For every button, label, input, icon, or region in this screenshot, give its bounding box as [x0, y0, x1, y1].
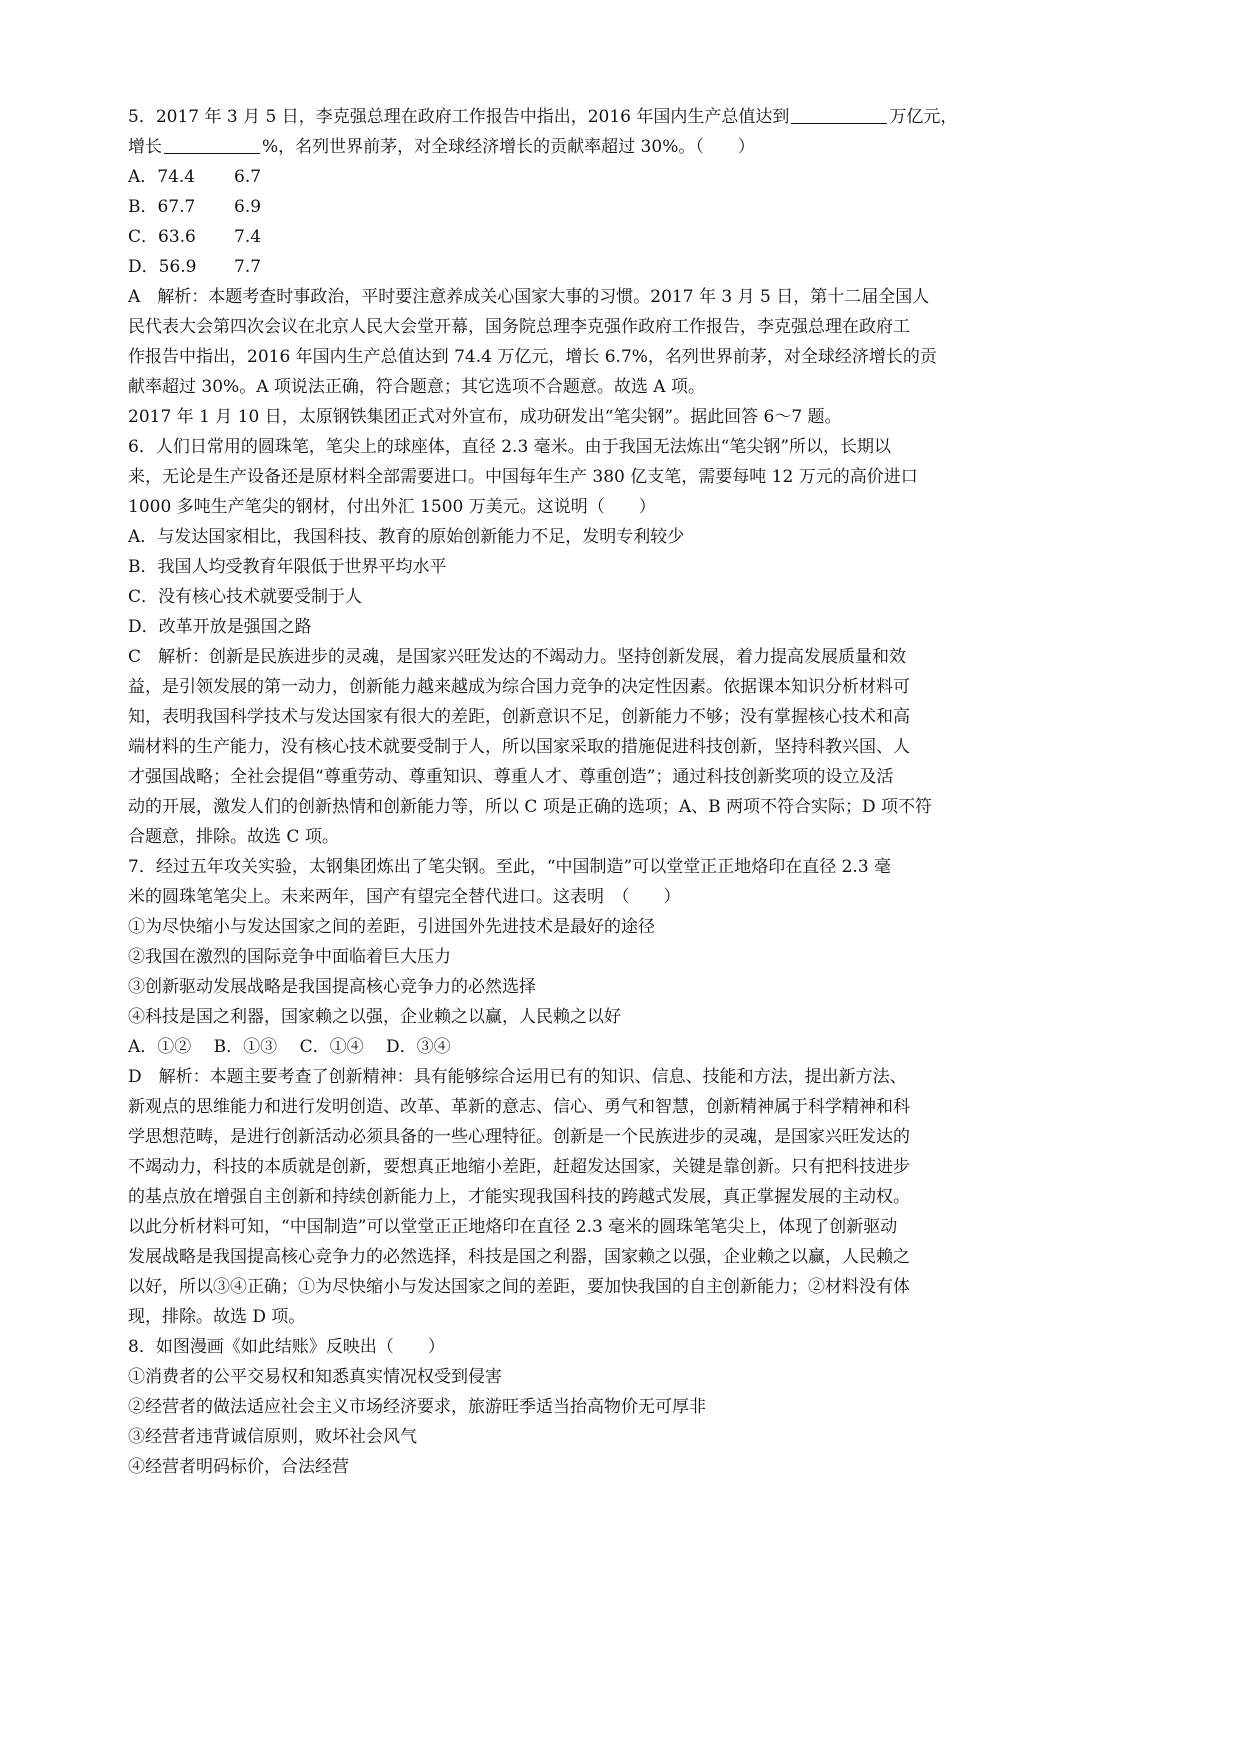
q7-analysis-line: 新观点的思维能力和进行发明创造、改革、革新的意志、信心、勇气和智慧，创新精神属于科学精神和科 [128, 1097, 910, 1117]
q6-option: C．没有核心技术就要受制于人 [128, 587, 363, 607]
q7-item: ③创新驱动发展战略是我国提高核心竞争力的必然选择 [128, 977, 536, 997]
q5-analysis-line: 献率超过 30%。A 项说法正确，符合题意；其它选项不合题意。故选 A 项。 [128, 377, 705, 397]
q5-stem-line-1: 5．2017 年 3 月 5 日，李克强总理在政府工作报告中指出，2016 年国内生产总值达到 万亿元， [128, 102, 990, 132]
q7-item: ④科技是国之利器，国家赖之以强，企业赖之以赢，人民赖之以好 [128, 1007, 621, 1027]
q5-analysis-line: 民代表大会第四次会议在北京人民大会堂开幕，国务院总理李克强作政府工作报告，李克强总理在政府工 [128, 317, 910, 337]
q6-option: B．我国人均受教育年限低于世界平均水平 [128, 557, 447, 577]
q8-item: ②经营者的做法适应社会主义市场经济要求，旅游旺季适当抬高物价无可厚非 [128, 1397, 706, 1417]
q6-stem-line: 来，无论是生产设备还是原材料全部需要进口。中国每年生产 380 亿支笔，需要每吨 12 万元的高价进口 [128, 467, 918, 487]
q5-option: B．67.7 6.9 [128, 197, 262, 217]
q6-analysis-line: 端材料的生产能力，没有核心技术就要受制于人，所以国家采取的措施促进科技创新，坚持科教兴国、人 [128, 737, 910, 757]
q6-option: D．改革开放是强国之路 [128, 617, 312, 637]
q6-analysis-line: 知，表明我国科学技术与发达国家有很大的差距，创新意识不足，创新能力不够；没有掌握核心技术和高 [128, 707, 910, 727]
q7-options: A．①② B．①③ C．①④ D．③④ [128, 1037, 451, 1057]
q6-analysis-line: 才强国战略；全社会提倡“尊重劳动、尊重知识、尊重人才、尊重创造”；通过科技创新奖项的设立及活 [128, 767, 894, 787]
q6-stem-line: 6．人们日常用的圆珠笔，笔尖上的球座体，直径 2.3 毫米。由于我国无法炼出“笔尖钢”所以，长期以 [128, 437, 892, 457]
q8-item: ④经营者明码标价，合法经营 [128, 1457, 349, 1477]
q6-option: A．与发达国家相比，我国科技、教育的原始创新能力不足，发明专利较少 [128, 527, 685, 547]
q6-analysis-line: 动的开展，激发人们的创新热情和创新能力等，所以 C 项是正确的选项；A、B 两项不符合实际；D 项不符 [128, 797, 933, 817]
q7-analysis-line: 以此分析材料可知，“中国制造”可以堂堂正正地烙印在直径 2.3 毫米的圆珠笔笔尖上，体现了创新驱动 [128, 1217, 898, 1237]
q7-analysis-line: 的基点放在增强自主创新和持续创新能力上，才能实现我国科技的跨越式发展，真正掌握发展的主动权。 [128, 1187, 910, 1207]
q7-analysis-line: 学思想范畴，是进行创新活动必须具备的一些心理特征。创新是一个民族进步的灵魂，是国家兴旺发达的 [128, 1127, 910, 1147]
q5-option: A．74.4 6.7 [128, 167, 262, 187]
intro-6-7: 2017 年 1 月 10 日，太原钢铁集团正式对外宣布，成功研发出“笔尖钢”。据此回答 6～7 题。 [128, 407, 842, 427]
q5-analysis-line: A 解析：本题考查时事政治，平时要注意养成关心国家大事的习惯。2017 年 3 月 5 日，第十二届全国人 [128, 287, 930, 307]
q7-analysis-line: 现，排除。故选 D 项。 [128, 1307, 306, 1327]
q5-option: C．63.6 7.4 [128, 227, 262, 247]
q8-item: ①消费者的公平交易权和知悉真实情况权受到侵害 [128, 1367, 502, 1387]
q6-analysis-line: 合题意，排除。故选 C 项。 [128, 827, 339, 847]
q8-item: ③经营者违背诚信原则，败坏社会风气 [128, 1427, 417, 1447]
q7-stem-line: 米的圆珠笔笔尖上。未来两年，国产有望完全替代进口。这表明 （ ） [128, 887, 681, 907]
q7-analysis-line: D 解析：本题主要考查了创新精神：具有能够综合运用已有的知识、信息、技能和方法，提出新方法、 [128, 1067, 907, 1087]
q6-analysis-line: C 解析：创新是民族进步的灵魂，是国家兴旺发达的不竭动力。坚持创新发展，着力提高发展质量和效 [128, 647, 907, 667]
q7-item: ①为尽快缩小与发达国家之间的差距，引进国外先进技术是最好的途径 [128, 917, 655, 937]
q5-option: D．56.9 7.7 [128, 257, 262, 277]
q5-analysis-line: 作报告中指出，2016 年国内生产总值达到 74.4 万亿元，增长 6.7%，名列世界前茅，对全球经济增长的贡 [128, 347, 937, 367]
q8-stem: 8．如图漫画《如此结账》反映出（ ） [128, 1337, 445, 1357]
fill-blank [164, 133, 260, 154]
q6-stem-line: 1000 多吨生产笔尖的钢材，付出外汇 1500 万美元。这说明（ ） [128, 497, 656, 517]
document-page [128, 102, 990, 1482]
q7-item: ②我国在激烈的国际竞争中面临着巨大压力 [128, 947, 451, 967]
q7-analysis-line: 不竭动力，科技的本质就是创新，要想真正地缩小差距，赶超发达国家，关键是靠创新。只有把科技进步 [128, 1157, 910, 1177]
q5-stem-line-2: 增长 %，名列世界前茅，对全球经济增长的贡献率超过 30%。（ ） [128, 132, 990, 162]
q7-stem-line: 7．经过五年攻关实验，太钢集团炼出了笔尖钢。至此，“中国制造”可以堂堂正正地烙印在直径 2.3 毫 [128, 857, 892, 877]
q7-analysis-line: 以好，所以③④正确；①为尽快缩小与发达国家之间的差距，要加快我国的自主创新能力；②材料没有体 [128, 1277, 910, 1297]
q6-analysis-line: 益，是引领发展的第一动力，创新能力越来越成为综合国力竞争的决定性因素。依据课本知识分析材料可 [128, 677, 910, 697]
fill-blank [791, 103, 887, 124]
q7-analysis-line: 发展战略是我国提高核心竞争力的必然选择，科技是国之利器，国家赖之以强，企业赖之以赢，人民赖之 [128, 1247, 910, 1267]
